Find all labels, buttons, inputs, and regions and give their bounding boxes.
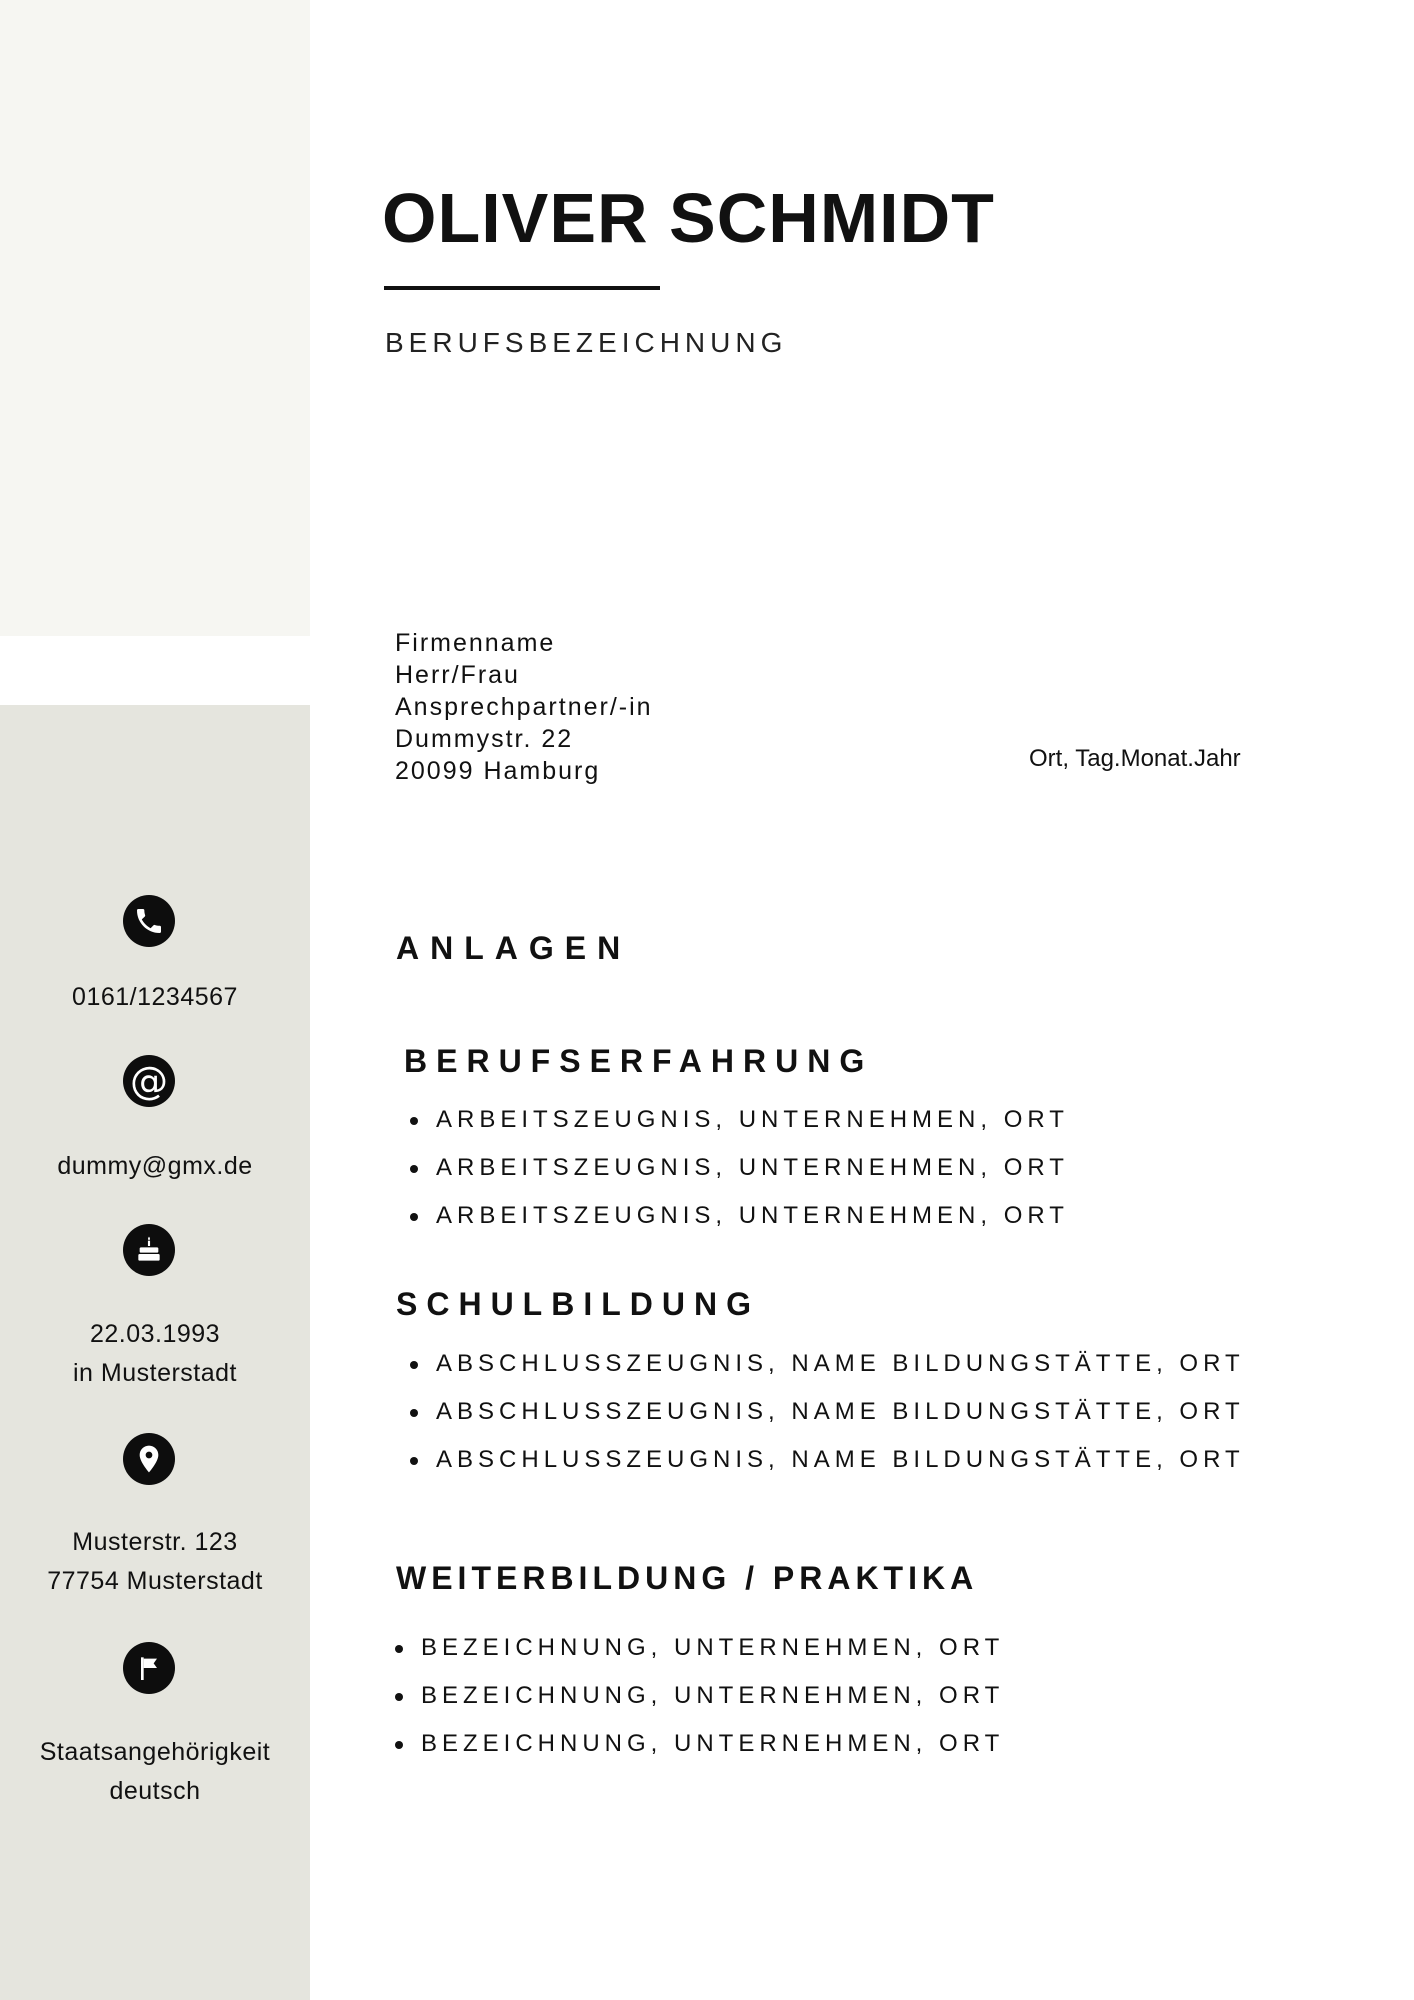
recipient-company: Firmenname — [395, 629, 556, 657]
home-city: 77754 Musterstadt — [47, 1567, 263, 1595]
section-title-schulbildung: SCHULBILDUNG — [396, 1286, 760, 1322]
nationality-label: Staatsangehörigkeit — [39, 1738, 271, 1766]
nationality-value: deutsch — [109, 1777, 201, 1805]
email-address: dummy@gmx.de — [57, 1152, 253, 1180]
name-divider — [384, 286, 660, 290]
recipient-contact-person: Ansprechpartner/-in — [395, 693, 653, 721]
location-pin-icon — [123, 1433, 175, 1485]
list-item: ARBEITSZEUGNIS, UNTERNEHMEN, ORT — [406, 1144, 1069, 1192]
section-title-berufserfahrung: BERUFSERFAHRUNG — [404, 1043, 874, 1079]
birth-info — [0, 1315, 310, 1393]
home-street: Musterstr. 123 — [72, 1528, 238, 1556]
nationality — [0, 1733, 310, 1811]
home-address — [0, 1523, 310, 1601]
list-item: BEZEICHNUNG, UNTERNEHMEN, ORT — [391, 1624, 1004, 1672]
applicant-name: OLIVER SCHMIDT — [382, 179, 995, 257]
birth-date: 22.03.1993 — [89, 1320, 221, 1348]
birth-place: in Musterstadt — [72, 1359, 237, 1387]
recipient-city: 20099 Hamburg — [395, 757, 601, 785]
flag-icon — [123, 1642, 175, 1694]
berufserfahrung-list — [406, 1096, 1069, 1240]
phone-icon — [123, 895, 175, 947]
weiterbildung-list — [391, 1624, 1004, 1768]
recipient-salutation: Herr/Frau — [395, 661, 520, 689]
attachments-title: ANLAGEN — [396, 930, 632, 966]
phone-number: 0161/1234567 — [72, 983, 238, 1011]
job-title: BERUFSBEZEICHNUNG — [385, 327, 788, 358]
schulbildung-list — [406, 1340, 1245, 1484]
place-date-line: Ort, Tag.Monat.Jahr — [1029, 745, 1241, 772]
at-icon: @ — [123, 1055, 175, 1107]
list-item: ABSCHLUSSZEUGNIS, NAME BILDUNGSTÄTTE, ORT — [406, 1388, 1245, 1436]
list-item: BEZEICHNUNG, UNTERNEHMEN, ORT — [391, 1672, 1004, 1720]
birthday-cake-icon — [123, 1224, 175, 1276]
list-item: ARBEITSZEUGNIS, UNTERNEHMEN, ORT — [406, 1192, 1069, 1240]
recipient-address — [395, 627, 653, 787]
list-item: ABSCHLUSSZEUGNIS, NAME BILDUNGSTÄTTE, ORT — [406, 1340, 1245, 1388]
section-title-weiterbildung: WEITERBILDUNG / PRAKTIKA — [396, 1560, 979, 1596]
list-item: BEZEICHNUNG, UNTERNEHMEN, ORT — [391, 1720, 1004, 1768]
sidebar-top-panel — [0, 0, 310, 636]
list-item: ABSCHLUSSZEUGNIS, NAME BILDUNGSTÄTTE, ORT — [406, 1436, 1245, 1484]
recipient-street: Dummystr. 22 — [395, 725, 574, 753]
list-item: ARBEITSZEUGNIS, UNTERNEHMEN, ORT — [406, 1096, 1069, 1144]
